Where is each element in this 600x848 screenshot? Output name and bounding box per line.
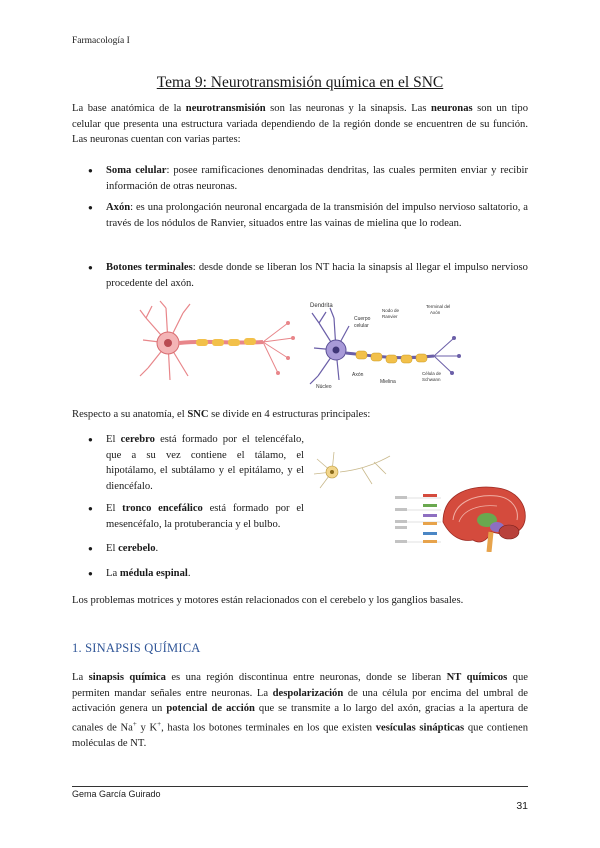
snc-text: se divide en 4 estructuras principales: xyxy=(208,409,371,420)
label-ranvier: Ranvier xyxy=(382,314,398,319)
label-terminal: Terminal del xyxy=(426,304,451,309)
synapse-text: La xyxy=(72,672,89,683)
definition: está formado por el telencéfalo, que a su vez contiene el tálamo, el hipotálamo, el subtálamo y el epitálamo, y el diencéfalo. xyxy=(106,434,304,492)
definition: : posee ramificaciones denominadas dendritas, las cuales permiten enviar y recibir información de otras neuronas. xyxy=(106,165,529,192)
label-cuerpo: Cuerpo xyxy=(354,316,371,322)
intro-text: son las neuronas y la sinapsis. Las xyxy=(265,103,432,114)
label-mielina: Mielina xyxy=(380,379,396,385)
neuron-parts-list xyxy=(88,260,528,291)
neuron-illustration-pink xyxy=(138,298,298,388)
list-item xyxy=(88,163,528,194)
synapse-bold: NT químicos xyxy=(446,672,508,683)
footer-divider xyxy=(72,786,528,787)
intro-bold-neurotransmision: neurotransmisión xyxy=(185,103,266,114)
list-item xyxy=(88,260,528,291)
superscript: + xyxy=(157,719,162,728)
section-heading: 1. SINAPSIS QUÍMICA xyxy=(72,641,201,655)
definition: . xyxy=(155,543,159,554)
term: Axón xyxy=(106,202,131,213)
label-axon-terminal: Axón xyxy=(430,310,441,315)
synapse-bold: despolarización xyxy=(272,687,344,699)
term: cerebro xyxy=(120,434,155,445)
list-item xyxy=(88,200,528,231)
term: tronco encefálico xyxy=(122,503,203,514)
term: cerebelo xyxy=(118,543,156,554)
snc-parts-list xyxy=(88,566,304,582)
snc-parts-list xyxy=(88,541,304,557)
page-number: 31 xyxy=(516,800,528,812)
prefix: El xyxy=(106,503,123,514)
list-item xyxy=(88,541,304,557)
term: médula espinal xyxy=(119,568,188,579)
synapse-paragraph xyxy=(72,670,528,751)
prefix: La xyxy=(106,568,120,579)
snc-parts-list xyxy=(88,432,304,494)
definition: está formado por el mesencéfalo, la protuberancia y el bulbo. xyxy=(106,503,304,530)
synapse-text: que contienen moléculas de NT. xyxy=(72,722,529,749)
term: Botones terminales xyxy=(106,262,193,273)
intro-bold-neuronas: neuronas xyxy=(431,103,473,114)
neuron-parts-list xyxy=(88,163,528,194)
list-item xyxy=(88,566,304,582)
page-title: Tema 9: Neurotransmisión química en el SNC xyxy=(156,74,444,91)
label-celular: celular xyxy=(354,323,369,329)
synapse-bold: sinapsis química xyxy=(88,672,166,683)
snc-parts-list xyxy=(88,501,304,532)
snc-bold: SNC xyxy=(187,409,209,420)
footer-author: Gema García Guirado xyxy=(72,789,161,799)
synapse-text: que se transmite a lo largo del axón, gracias a la apertura de canales de Na xyxy=(72,703,528,734)
snc-text: Respecto a su anatomía, el xyxy=(72,409,188,420)
label-nucleo: Núcleo xyxy=(316,384,332,388)
brain-sagittal-illustration xyxy=(393,482,528,552)
prefix: El xyxy=(106,434,121,445)
definition: : desde donde se liberan los NT hacia la sinapsis al llegar el impulso nervioso procedente del axón. xyxy=(106,262,528,289)
synapse-text: y K xyxy=(136,722,158,734)
synapse-text: es una región discontinua entre neuronas, donde se liberan xyxy=(165,672,447,683)
label-dendrita: Dendrita xyxy=(310,303,333,309)
list-item xyxy=(88,501,304,532)
label-celula: Célula de xyxy=(422,371,442,376)
synapse-text: , hasta los botones terminales en los que existen xyxy=(161,722,376,734)
superscript: + xyxy=(132,719,137,728)
prefix: El xyxy=(106,543,119,554)
neuron-illustration-labeled xyxy=(304,298,464,388)
term: Soma celular xyxy=(106,165,167,176)
synapse-text: de una célula por encima del umbral de activación genera un xyxy=(72,687,528,714)
problems-paragraph: Los problemas motrices y motores están relacionados con el cerebelo y los ganglios basales. xyxy=(72,595,464,606)
definition: . xyxy=(187,568,191,579)
label-schwann: Schwann xyxy=(422,377,441,382)
neuron-small-illustration xyxy=(312,444,392,494)
label-nodo: Nodo de xyxy=(382,308,400,313)
page-header: Farmacología I xyxy=(72,36,130,46)
definition: : es una prolongación neuronal encargada de la transmisión del impulso nervioso saltatorio, a través de los nódulos de Ranvier, situados entre las vainas de mielina que lo rodean. xyxy=(106,202,528,229)
synapse-bold: vesículas sinápticas xyxy=(375,722,465,734)
neuron-parts-list xyxy=(88,200,528,231)
snc-paragraph xyxy=(72,407,528,423)
list-item xyxy=(88,432,304,494)
intro-text: La base anatómica de la xyxy=(72,103,186,114)
intro-paragraph xyxy=(72,101,528,148)
intro-text: son un tipo celular que presenta una estructura variada dependiendo de la región donde se encuentren de su función. Las neuronas cuentan con varias partes: xyxy=(72,103,528,145)
synapse-text: que permiten mandar señales entre neuronas. La xyxy=(72,672,528,699)
synapse-bold: potencial de acción xyxy=(166,703,255,714)
label-axon: Axón xyxy=(352,372,364,378)
